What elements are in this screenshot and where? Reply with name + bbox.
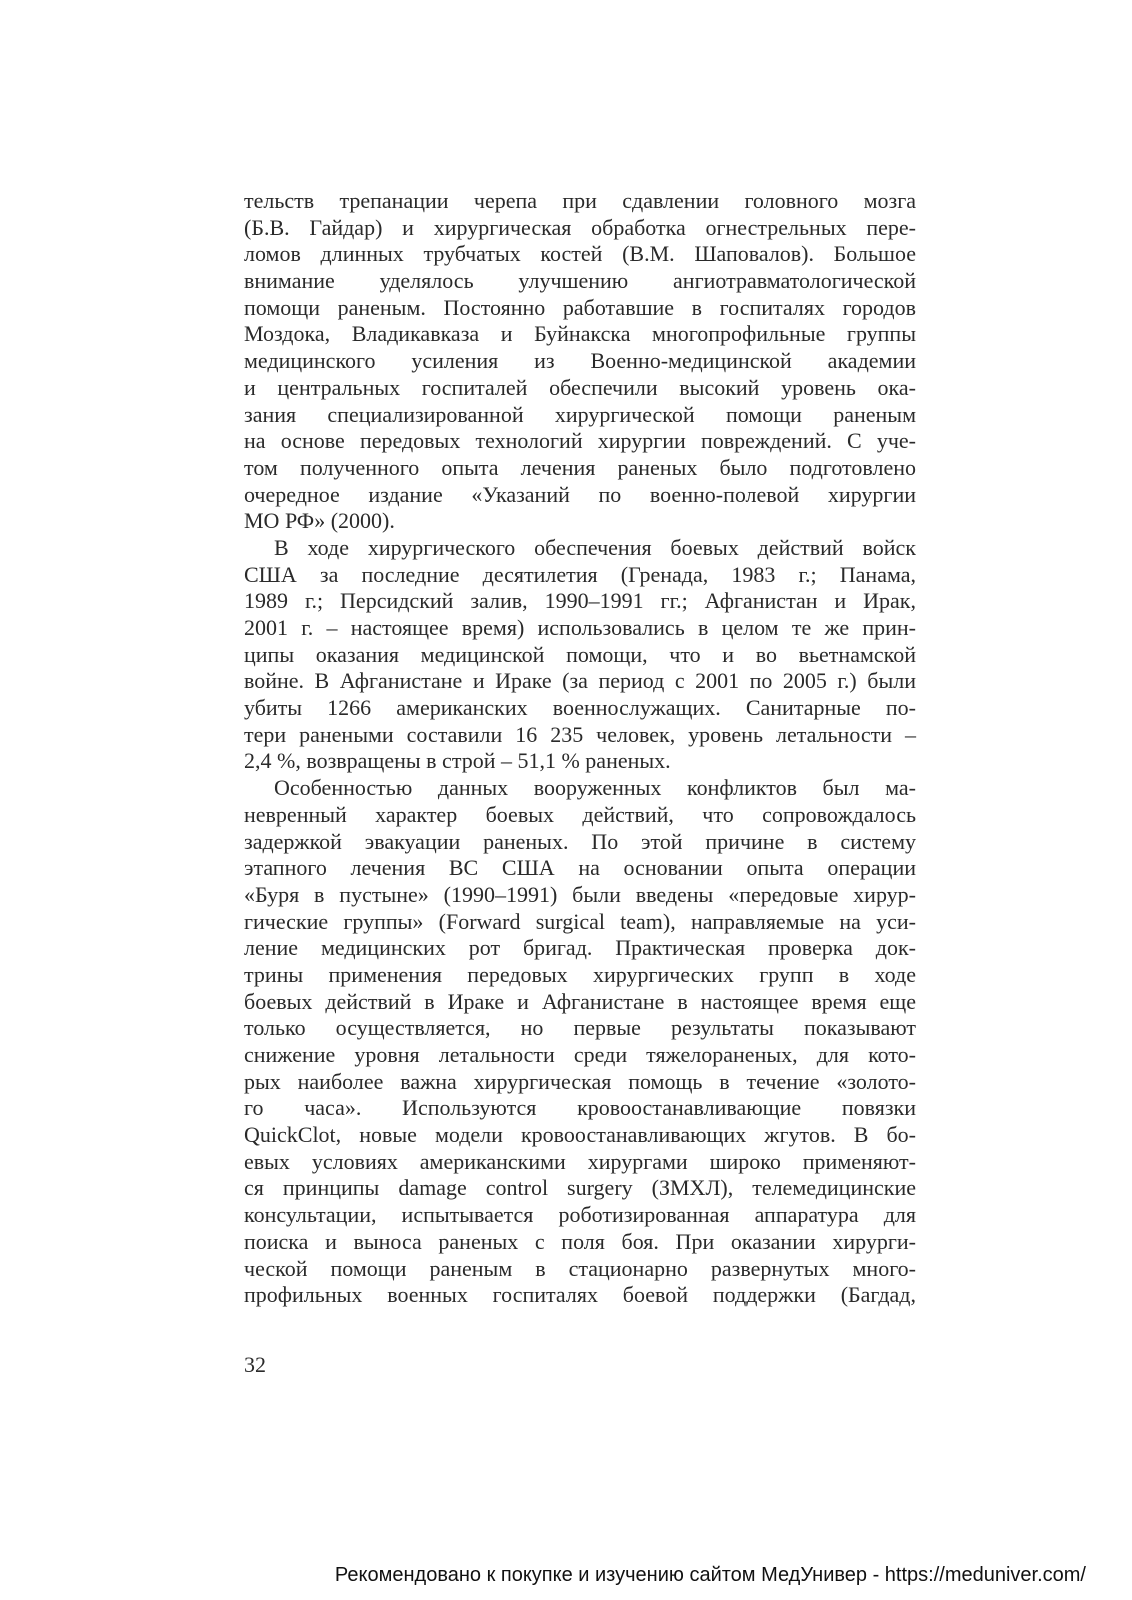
text-line: том полученного опыта лечения раненых было подготовлено xyxy=(244,454,916,480)
text-line: гические группы» (Forward surgical team), направляемые на уси- xyxy=(244,908,916,934)
text-line: «Буря в пустыне» (1990–1991) были введены «передовые хирур- xyxy=(244,881,916,907)
text-line: ся принципы damage control surgery (ЗМХЛ), телемедицинские xyxy=(244,1175,916,1201)
text-line: рых наиболее важна хирургическая помощь в течение «золото- xyxy=(244,1068,916,1094)
body-text xyxy=(244,188,916,1309)
text-line: зания специализированной хирургической помощи раненым xyxy=(244,401,916,427)
text-line: тельств трепанации черепа при сдавлении головного мозга xyxy=(244,188,916,213)
text-line: го часа». Используются кровоостанавливающие повязки xyxy=(244,1095,916,1121)
text-line: снижение уровня летальности среди тяжелораненых, для кото- xyxy=(244,1042,916,1067)
text-line: медицинского усиления из Военно-медицинской академии xyxy=(244,348,916,374)
text-line: (Б.В. Гайдар) и хирургическая обработка огнестрельных пере- xyxy=(244,214,916,240)
text-line: ципы оказания медицинской помощи, что и во вьетнамской xyxy=(244,641,916,667)
text-line: США за последние десятилетия (Гренада, 1983 г.; Панама, xyxy=(244,561,916,587)
text-line: евых условиях американскими хирургами широко применяют- xyxy=(244,1148,916,1174)
paragraph xyxy=(244,535,916,775)
text-line: МО РФ» (2000). xyxy=(244,508,395,534)
footer-recommendation: Рекомендовано к покупке и изучению сайтом МедУнивер - https://meduniver.com/ xyxy=(334,1564,1086,1586)
text-line: убиты 1266 американских военнослужащих. Санитарные по- xyxy=(244,695,916,721)
text-line: задержкой эвакуации раненых. По этой причине в систему xyxy=(244,828,916,854)
text-line: В ходе хирургического обеспечения боевых действий войск xyxy=(274,534,916,560)
page-number: 32 xyxy=(244,1352,266,1377)
paragraph xyxy=(244,775,916,1309)
text-line: QuickClot, новые модели кровоостанавливающих жгутов. В бо- xyxy=(244,1122,916,1148)
text-line: помощи раненым. Постоянно работавшие в госпиталях городов xyxy=(244,294,916,320)
text-line: этапного лечения ВС США на основании опыта операции xyxy=(244,855,916,881)
text-line: 1989 г.; Персидский залив, 1990–1991 гг.; Афганистан и Ирак, xyxy=(244,588,916,614)
text-line: тери ранеными составили 16 235 человек, уровень летальности – xyxy=(244,721,916,747)
text-line: профильных военных госпиталях боевой поддержки (Багдад, xyxy=(244,1282,916,1308)
text-line: ческой помощи раненым в стационарно развернутых много- xyxy=(244,1255,916,1281)
text-line: Особенностью данных вооруженных конфликтов был ма- xyxy=(274,775,916,801)
text-line: Моздока, Владикавказа и Буйнакска многопрофильные группы xyxy=(244,321,916,347)
paragraph xyxy=(244,188,916,535)
text-line: 2,4 %, возвращены в строй – 51,1 % раненых. xyxy=(244,748,671,774)
text-line: невренный характер боевых действий, что сопровождалось xyxy=(244,801,916,827)
text-line: и центральных госпиталей обеспечили высокий уровень ока- xyxy=(244,374,916,400)
text-line: 2001 г. – настоящее время) использовались в целом те же прин- xyxy=(244,615,916,640)
text-line: консультации, испытывается роботизированная аппаратура для xyxy=(244,1202,916,1228)
text-line: на основе передовых технологий хирургии повреждений. С уче- xyxy=(244,428,916,454)
text-line: боевых действий в Ираке и Афганистане в настоящее время еще xyxy=(244,988,916,1014)
text-line: войне. В Афганистане и Ираке (за период с 2001 по 2005 г.) были xyxy=(244,668,916,694)
text-line: только осуществляется, но первые результаты показывают xyxy=(244,1015,916,1041)
text-line: ление медицинских рот бригад. Практическая проверка док- xyxy=(244,935,916,961)
text-line: поиска и выноса раненых с поля боя. При оказании хирурги- xyxy=(244,1228,916,1254)
text-line: трины применения передовых хирургических групп в ходе xyxy=(244,961,916,987)
text-line: ломов длинных трубчатых костей (В.М. Шаповалов). Большое xyxy=(244,241,916,267)
text-line: очередное издание «Указаний по военно-полевой хирургии xyxy=(244,481,916,507)
text-line: внимание уделялось улучшению ангиотравматологической xyxy=(244,268,916,294)
